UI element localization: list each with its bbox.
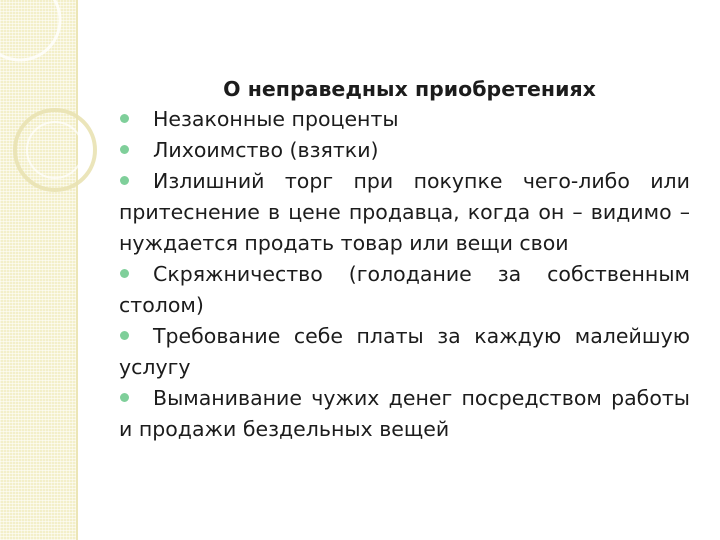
- list-item-text: Лихоимство (взятки): [153, 138, 379, 162]
- list-item: [119, 166, 690, 259]
- list-item: [119, 135, 690, 166]
- slide-content: [119, 74, 690, 445]
- bullet-icon: [120, 331, 129, 340]
- list-item-text: Излишний торг при покупке чего-либо или притеснение в цене продавца, когда он – видимо – нуждается продать товар или вещи свои: [119, 169, 690, 255]
- bullet-icon: [120, 145, 129, 154]
- list-item: [119, 104, 690, 135]
- list-item: [119, 259, 690, 321]
- list-item-text: Выманивание чужих денег посредством работы и продажи бездельных вещей: [119, 386, 690, 441]
- bullet-icon: [120, 176, 129, 185]
- list-item: [119, 321, 690, 383]
- bullet-icon: [120, 269, 129, 278]
- list-item-text: Незаконные проценты: [153, 107, 399, 131]
- list-item-text: Скряжничество (голодание за собственным столом): [119, 262, 690, 317]
- bullet-icon: [120, 393, 129, 402]
- list-item: [119, 383, 690, 445]
- bullet-list: [119, 104, 690, 445]
- bullet-icon: [120, 114, 129, 123]
- slide-title: О неправедных приобретениях: [223, 77, 596, 101]
- decorative-side-line: [76, 0, 78, 540]
- list-item-text: Требование себе платы за каждую малейшую услугу: [119, 324, 690, 379]
- decorative-side-band: [0, 0, 76, 540]
